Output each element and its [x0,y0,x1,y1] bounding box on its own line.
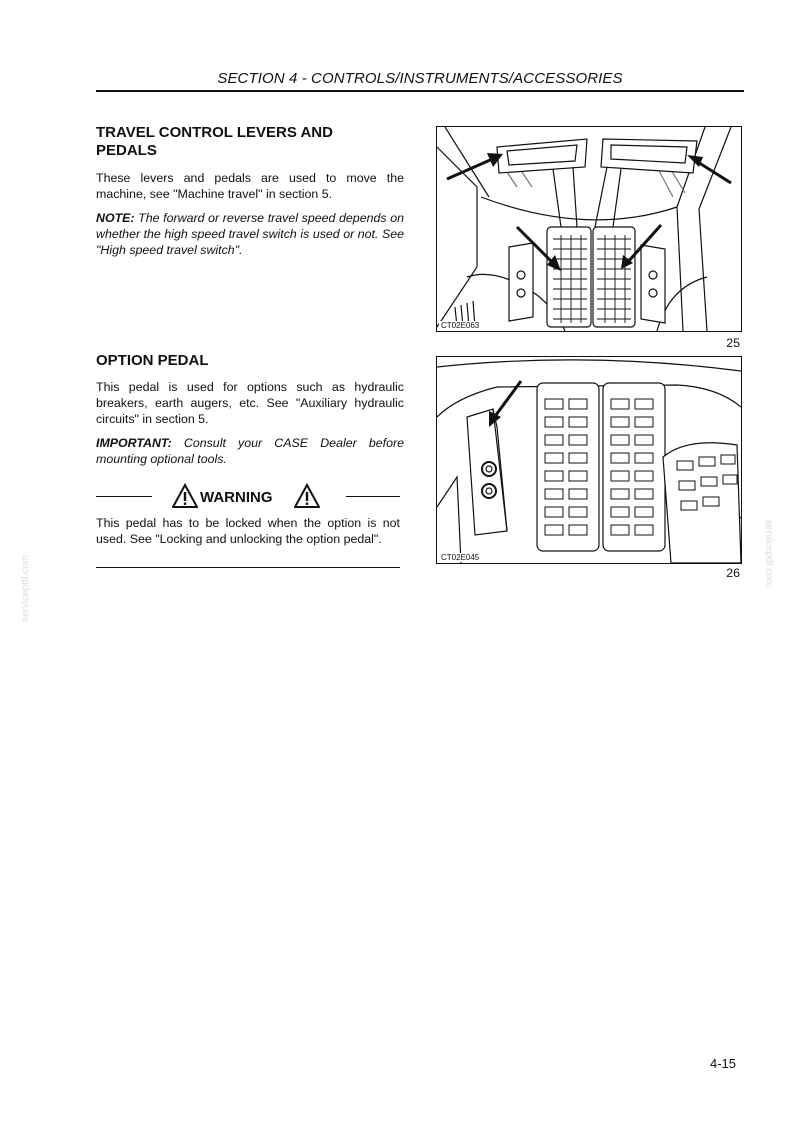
option-title: OPTION PEDAL [96,352,209,369]
option-section [96,352,404,467]
section-header: SECTION 4 - CONTROLS/INSTRUMENTS/ACCESSORIES [217,70,623,87]
warning-title: WARNING [200,489,273,506]
figure-travel-levers [436,126,742,332]
warning-line-right [346,496,400,497]
warning-body: This pedal has to be locked when the option is not used. See "Locking and unlocking the option pedal". [96,516,400,546]
warning-section [96,515,400,547]
page-number: 4-15 [709,1056,736,1071]
important-label: IMPORTANT: [96,436,172,450]
warning-triangle-icon [172,483,198,509]
option-important [96,435,404,467]
travel-note [96,210,404,258]
option-body: This pedal is used for options such as hydraulic breakers, earth augers, etc. See "Auxiliary hydraulic circuits" in section 5. [96,380,404,426]
figure-number: 25 [726,336,740,350]
travel-body: These levers and pedals are used to move the machine, see "Machine travel" in section 5. [96,171,404,201]
watermark-left: servicepdf.com [20,554,31,622]
note-label: NOTE: [96,211,135,225]
travel-title-line1: TRAVEL CONTROL LEVERS AND [96,124,333,141]
warning-line-left [96,496,152,497]
header-rule [96,90,744,92]
option-pedal-illustration [437,357,741,563]
note-text: The forward or reverse travel speed depends on whether the high speed travel switch is used or not. See "High speed travel switch". [96,211,404,257]
important-text: Consult your CASE Dealer before mounting optional tools. [96,436,404,466]
warning-end-rule [96,567,400,568]
travel-section [96,124,404,258]
watermark-right: servicepdf.com [763,520,774,588]
figure-option-pedal [436,356,742,564]
figure-code: CT02E063 [441,321,480,330]
travel-levers-illustration [437,127,741,331]
travel-title [96,124,404,160]
warning-banner [96,483,400,513]
figure-number: 26 [726,566,740,580]
warning-triangle-icon [294,483,320,509]
travel-title-line2: PEDALS [96,142,157,159]
figure-code: CT02E045 [441,553,480,562]
